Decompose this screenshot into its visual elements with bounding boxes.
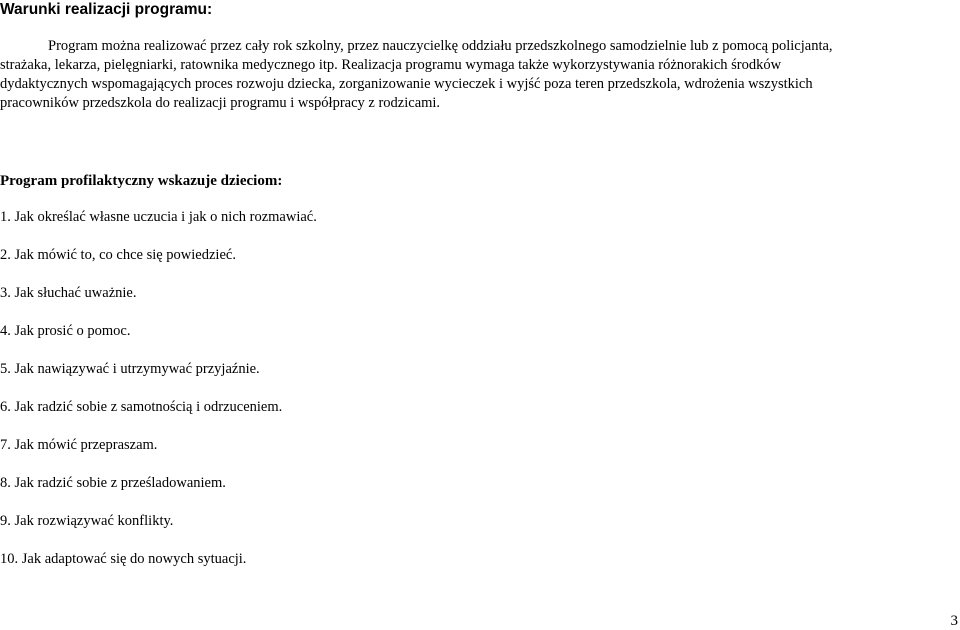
list-item: 5. Jak nawiązywać i utrzymywać przyjaźnie.	[0, 361, 260, 377]
paragraph-line: pracowników przedszkola do realizacji programu i współpracy z rodzicami.	[0, 95, 441, 111]
skills-list	[0, 208, 317, 588]
list-item: 10. Jak adaptować się do nowych sytuacji.	[0, 551, 247, 567]
list-item: 2. Jak mówić to, co chce się powiedzieć.	[0, 247, 236, 263]
list-item: 1. Jak określać własne uczucia i jak o nich rozmawiać.	[0, 209, 317, 225]
paragraph-line: dydaktycznych wspomagających proces rozwoju dziecka, zorganizowanie wycieczek i wyjść poza teren przedszkola, wdrożenia wszystkich	[0, 76, 813, 92]
list-item: 4. Jak prosić o pomoc.	[0, 323, 131, 339]
list-item: 6. Jak radzić sobie z samotnością i odrzuceniem.	[0, 399, 283, 415]
paragraph-line: Program można realizować przez cały rok szkolny, przez nauczycielkę oddziału przedszkolnego samodzielnie lub z pomocą policjanta,	[48, 38, 833, 54]
list-item: 7. Jak mówić przepraszam.	[0, 437, 158, 453]
paragraph-line: strażaka, lekarza, pielęgniarki, ratownika medycznego itp. Realizacja programu wymaga także wykorzystywania różnorakich środków	[0, 57, 782, 73]
section-heading: Warunki realizacji programu:	[0, 1, 213, 18]
list-item: 9. Jak rozwiązywać konflikty.	[0, 513, 174, 529]
conditions-paragraph	[0, 37, 948, 113]
list-item: 8. Jak radzić sobie z prześladowaniem.	[0, 475, 226, 491]
list-item: 3. Jak słuchać uważnie.	[0, 285, 137, 301]
program-subheading: Program profilaktyczny wskazuje dzieciom:	[0, 173, 283, 189]
page-number: 3	[950, 613, 958, 629]
